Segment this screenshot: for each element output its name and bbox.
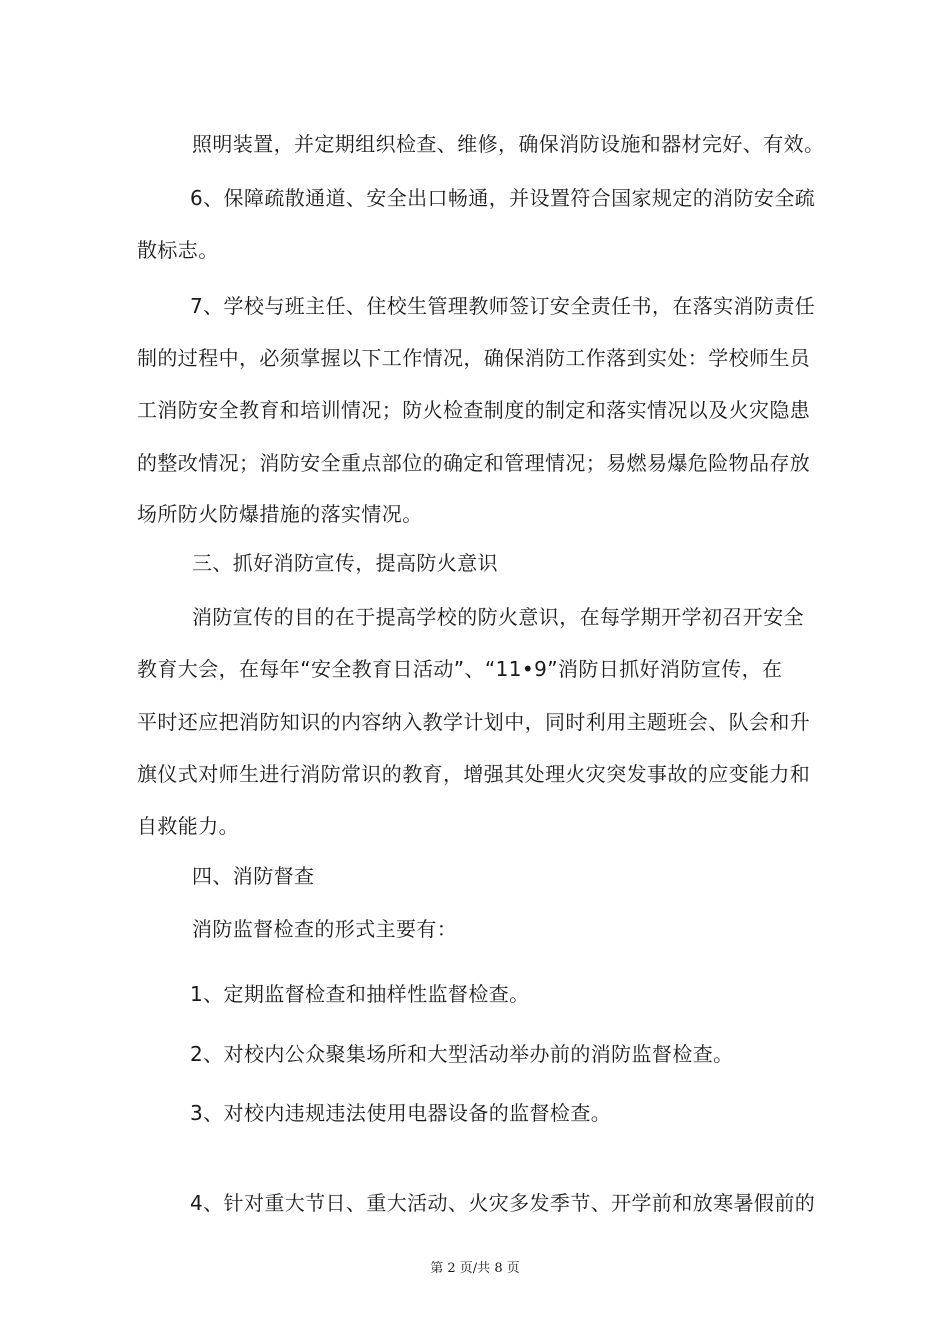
text-line: 7、学校与班主任、住校生管理教师签订安全责任书，在落实消防责任 [190,294,816,318]
list-item: 1、定期监督检查和抽样性监督检查。 [190,982,530,1006]
text-line: 制的过程中，必须掌握以下工作情况，确保消防工作落到实处：学校师生员 [137,346,811,370]
text-line: 消防宣传的目的在于提高学校的防火意识，在每学期开学初召开安全 [192,605,804,629]
text-line: 场所防火防爆措施的落实情况。 [137,502,423,526]
text-line: 自救能力。 [137,814,239,838]
page-number-footer: 第 2 页/共 8 页 [430,1261,520,1276]
text-line: 6、保障疏散通道、安全出口畅通，并设置符合国家规定的消防安全疏 [190,186,816,210]
text-line: 散标志。 [137,238,219,262]
section-heading: 四、消防督查 [192,864,315,888]
list-item: 3、对校内违规违法使用电器设备的监督检查。 [190,1101,612,1125]
text-line: 平时还应把消防知识的内容纳入教学计划中，同时利用主题班会、队会和升 [137,710,811,734]
text-line: 照明装置，并定期组织检查、维修，确保消防设施和器材完好、有效。 [192,132,825,156]
text-line: 消防监督检查的形式主要有： [192,917,458,941]
list-item: 2、对校内公众聚集场所和大型活动举办前的消防监督检查。 [190,1042,734,1066]
text-line: 工消防安全教育和培训情况；防火检查制度的制定和落实情况以及火灾隐患 [137,398,811,422]
text-line: 教育大会，在每年“安全教育日活动”、“11•9”消防日抓好消防宣传，在 [137,657,783,681]
text-line: 旗仪式对师生进行消防常识的教育，增强其处理火灾突发事故的应变能力和 [137,762,811,786]
list-item: 4、针对重大节日、重大活动、火灾多发季节、开学前和放寒暑假前的 [190,1191,816,1215]
text-line: 的整改情况；消防安全重点部位的确定和管理情况；易燃易爆危险物品存放 [137,451,811,475]
section-heading: 三、抓好消防宣传，提高防火意识 [192,551,498,575]
